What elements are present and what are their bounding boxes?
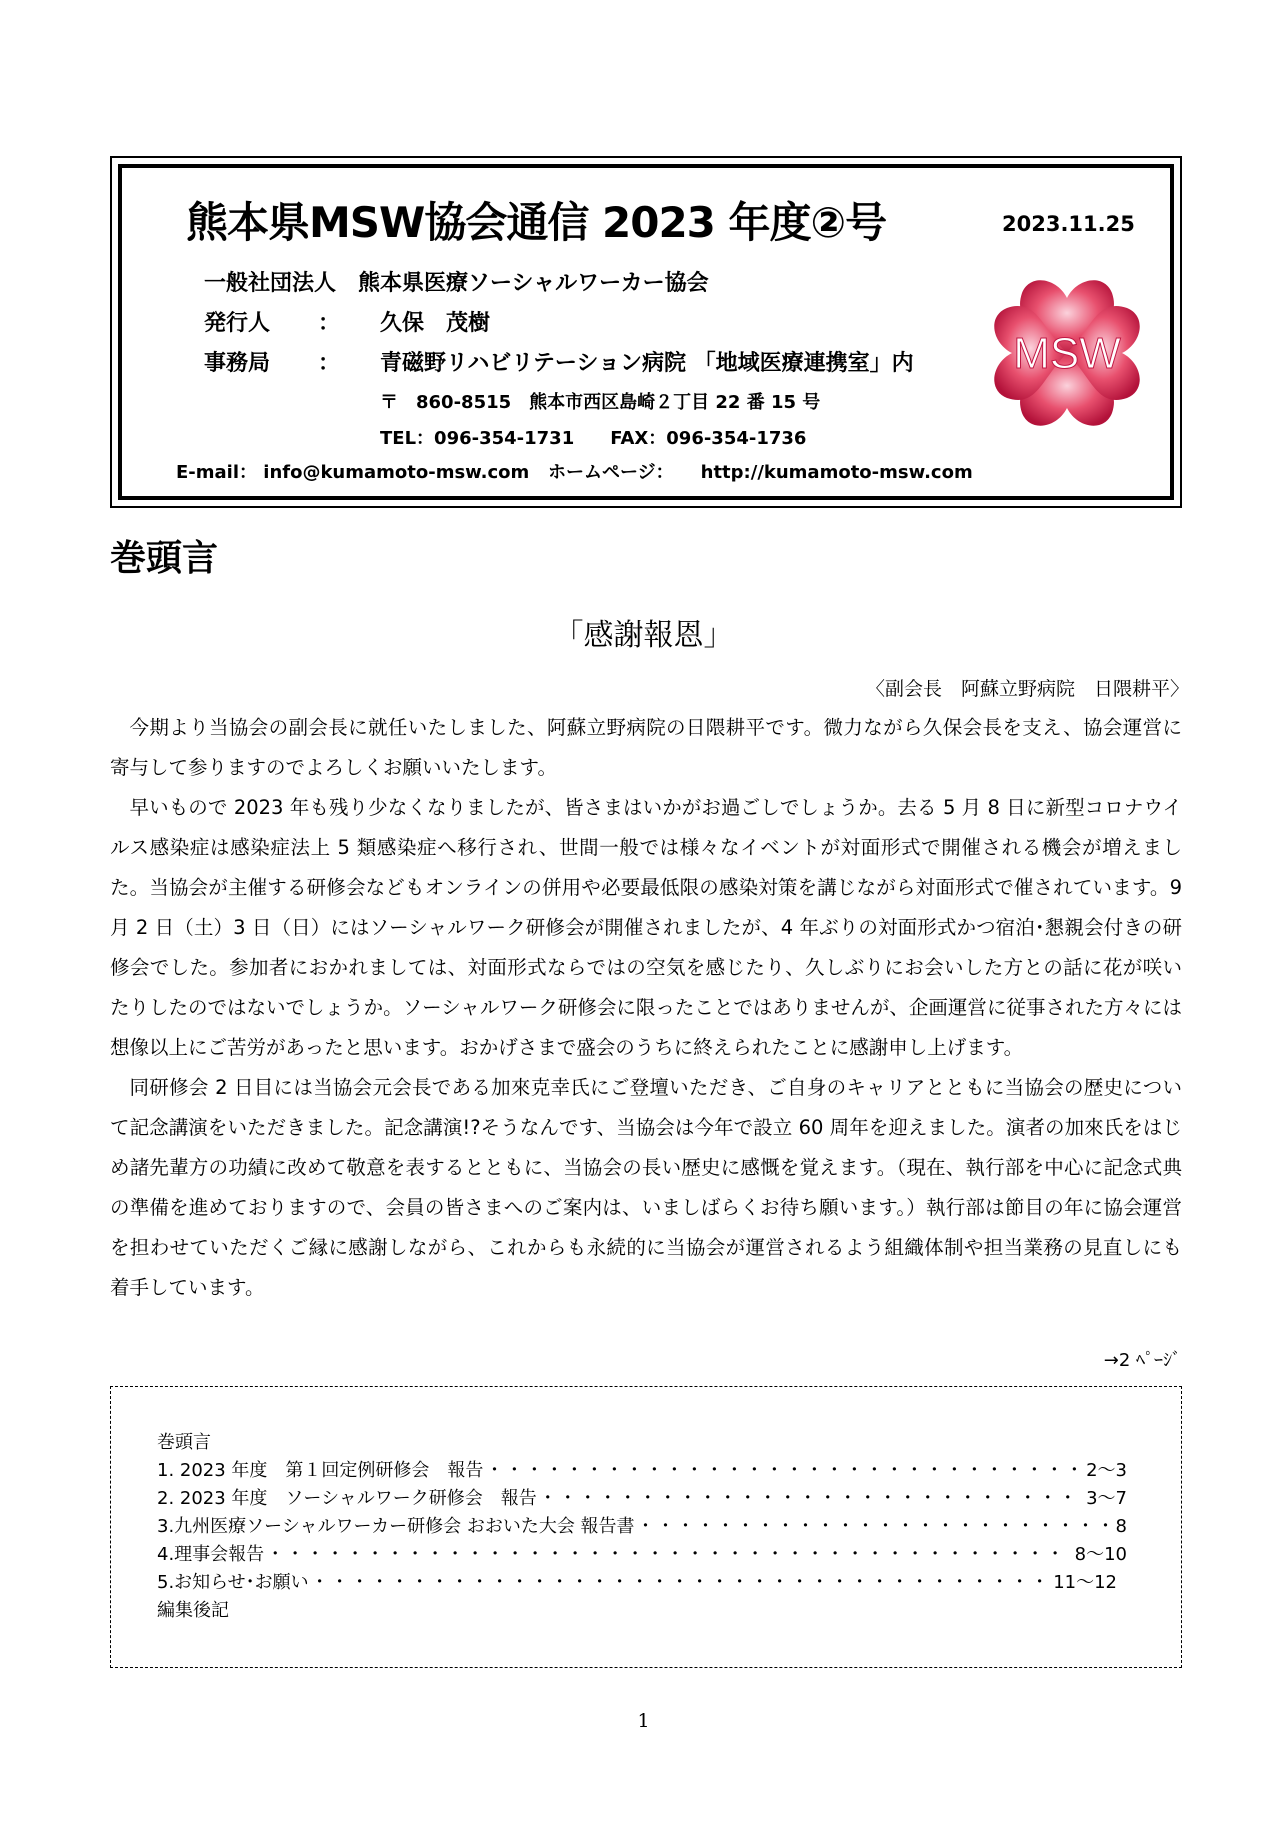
toc-leader-dots [637,1513,1114,1541]
toc-item-label: 5.お知らせ･お願い [157,1572,309,1593]
toc-item-pages: 8 [1115,1516,1127,1537]
paragraph: 同研修会 2 日目には当協会元会長である加來克幸氏にご登壇いただき、ご自身のキャリアとともに当協会の歴史について記念講演をいただきました。記念講演!?そうなんです、当協会は今年で設立 60 周年を迎えました。演者の加來氏をはじめ諸先輩方の功績に改めて敬意を表するとともに、当協会の長い歴史に感慨を覚えます。（現在、執行部を中心に記念式典の準備を進めておりますので、会員の皆さまへのご案内は、いましばらくお待ち願います。）執行部は節目の年に協会運営を担わせていただくご縁に感謝しながら、これからも永続的に当協会が運営されるよう組織体制や担当業務の見直しにも着手しています。 [110,1076,1182,1299]
paragraph: 今期より当協会の副会長に就任いたしました、阿蘇立野病院の日隈耕平です。微力ながら久保会長を支え、協会運営に寄与して参りますのでよろしくお願いいたします。 [110,716,1182,779]
article-body [110,708,1182,1308]
organization-name: 一般社団法人 熊本県医療ソーシャルワーカー協会 [204,271,709,296]
homepage-link[interactable]: ホームページ： http://kumamoto-msw.com [548,462,973,483]
toc-item-pages: 2～3 [1086,1460,1127,1481]
toc-item[interactable] [157,1569,1117,1597]
toc-item-label: 1. 2023 年度 第１回定例研修会 報告 [157,1460,484,1481]
toc-item-label: 2. 2023 年度 ソーシャルワーク研修会 報告 [157,1488,537,1509]
toc-item[interactable] [157,1513,1127,1541]
newsletter-header [110,156,1182,508]
toc-item-label: 3.九州医療ソーシャルワーカー研修会 おおいた大会 報告書 [157,1516,635,1537]
toc-item-label: 編集後記 [157,1600,229,1621]
toc-item[interactable] [157,1597,1127,1625]
office-location: 青磁野リハビリテーション病院 「地域医療連携室」内 [380,351,914,376]
article-byline: 〈副会長 阿蘇立野病院 日隈耕平〉 [865,678,1189,700]
toc-item-label: 4.理事会報告 [157,1544,265,1565]
publisher-colon: ： [318,311,341,336]
toc-item[interactable] [157,1457,1127,1485]
office-label: 事務局 [204,351,271,376]
toc-leader-dots [266,1541,1072,1569]
toc-item-label: 巻頭言 [157,1432,211,1453]
toc-leader-dots [539,1485,1084,1513]
toc-item-pages: 8～10 [1074,1544,1127,1565]
header-inner-border [118,164,1174,500]
newsletter-title: 熊本県MSW協会通信 2023 年度②号 [186,198,887,247]
section-heading: 巻頭言 [110,538,219,579]
continued-page-ref: →2 ﾍﾟｰｼﾞ [1103,1350,1181,1371]
toc-item[interactable] [157,1485,1127,1513]
toc-item-pages: 3～7 [1086,1488,1127,1509]
email-contact: E-mail： info@kumamoto-msw.com [176,462,530,483]
article-title: 「感謝報恩」 [553,618,734,653]
toc-item[interactable] [157,1541,1127,1569]
toc-list [157,1429,1127,1625]
page-number: 1 [637,1710,650,1732]
table-of-contents [110,1386,1182,1668]
phone-fax: TEL：096-354-1731 FAX：096-354-1736 [380,428,807,449]
issue-date: 2023.11.25 [1002,212,1135,236]
toc-item-pages: 11～12 [1053,1572,1117,1593]
logo-text: MSW [1013,329,1121,378]
toc-leader-dots [485,1457,1084,1485]
msw-clover-logo [982,268,1152,438]
toc-leader-dots [311,1569,1052,1597]
paragraph: 早いもので 2023 年も残り少なくなりましたが、皆さまはいかがお過ごしでしょうか。去る 5 月 8 日に新型コロナウイルス感染症は感染症法上 5 類感染症へ移行され、世間一般では様々なイベントが対面形式で開催される機会が増えました。当協会が主催する研修会などもオンラインの併用や必要最低限の感染対策を講じながら対面形式で催されています。9 月 2 日（土）3 日（日）にはソーシャルワーク研修会が開催されましたが、4 年ぶりの対面形式かつ宿泊･懇親会付きの研修会でした。参加者におかれましては、対面形式ならではの空気を感じたり、久しぶりにお会いした方との話に花が咲いたりしたのではないでしょうか。ソーシャルワーク研修会に限ったことではありませんが、企画運営に従事された方々には想像以上にご苦労があったと思います。おかげさまで盛会のうちに終えられたことに感謝申し上げます。 [110,796,1182,1059]
postal-address: 〒 860-8515 熊本市西区島崎２丁目 22 番 15 号 [380,392,821,413]
publisher-name: 久保 茂樹 [380,311,491,336]
office-colon: ： [318,351,341,376]
toc-item[interactable] [157,1429,1127,1457]
publisher-label: 発行人 [204,311,271,336]
